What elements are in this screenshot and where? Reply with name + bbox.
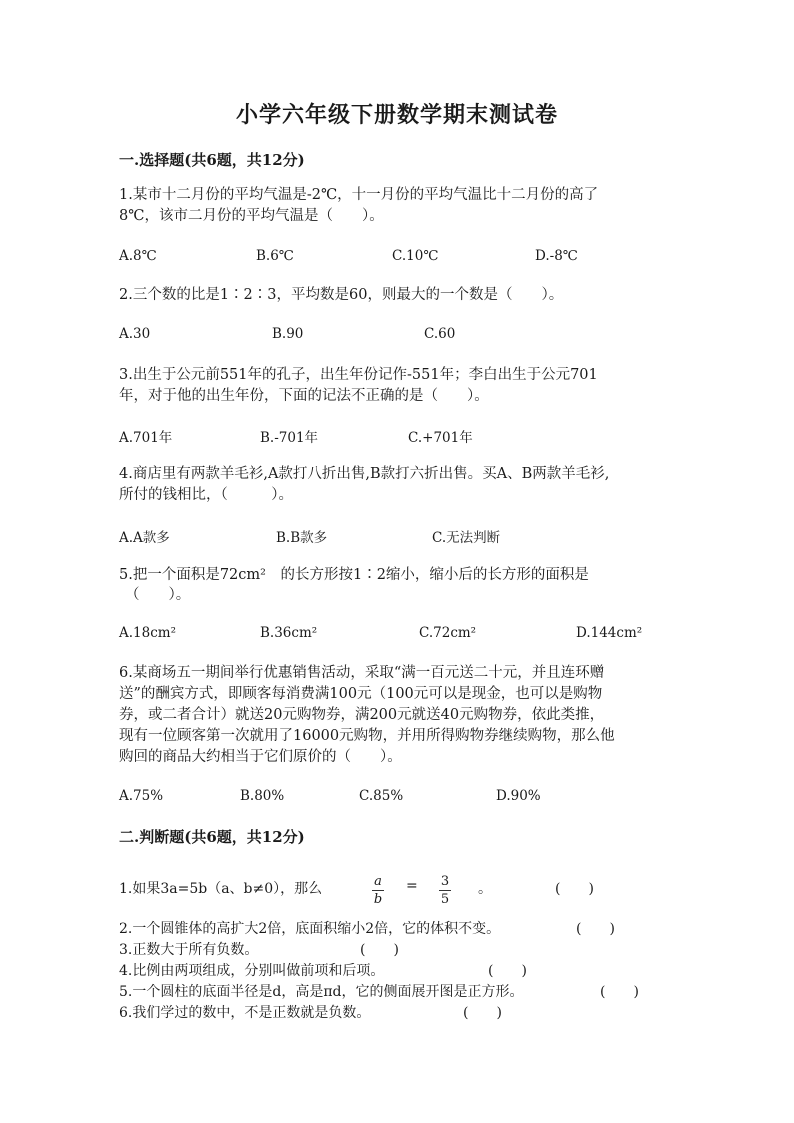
question-2-option-c: C.60 <box>424 326 456 342</box>
question-5-line-2: （ ）。 <box>125 587 191 603</box>
question-6-line-4: 现有一位顾客第一次就用了16000元购物，并用所得购物券继续购物，那么他 <box>119 728 615 744</box>
fraction-bar <box>372 890 384 891</box>
question-5-option-d: D.144cm² <box>576 625 643 641</box>
question-6-line-1: 6.某商场五一期间举行优惠销售活动，采取“满一百元送二十元，并且连环赠 <box>119 665 605 681</box>
question-1-line-1: 1.某市十二月份的平均气温是-2℃，十一月份的平均气温比十二月份的高了 <box>119 187 599 203</box>
judgment-2-answer-paren: ( ) <box>576 921 615 937</box>
fraction-numerator: 3 <box>440 874 450 889</box>
question-3-option-a: A.701年 <box>119 430 173 446</box>
question-1-option-c: C.10℃ <box>392 248 439 264</box>
question-6-line-3: 券，或二者合计）就送20元购物券，满200元就送40元购物券，依此类推， <box>119 707 605 723</box>
question-6-option-c: C.85% <box>359 788 404 804</box>
question-6-option-b: B.80% <box>240 788 285 804</box>
fraction-denominator: b <box>373 892 383 907</box>
section-heading-judgment: 二.判断题(共6题，共12分) <box>119 828 305 846</box>
question-2-option-b: B.90 <box>272 326 304 342</box>
question-1-option-d: D.-8℃ <box>535 248 578 264</box>
fraction-a-over-b <box>372 874 384 907</box>
question-4-option-c: C.无法判断 <box>432 530 501 546</box>
fraction-bar <box>439 890 451 891</box>
question-6-option-d: D.90% <box>496 788 541 804</box>
question-5-option-a: A.18cm² <box>119 625 176 641</box>
fraction-denominator: 5 <box>440 892 450 907</box>
judgment-3-text: 3.正数大于所有负数。 <box>119 942 259 958</box>
question-3-option-b: B.-701年 <box>260 430 319 446</box>
judgment-6-answer-paren: ( ) <box>463 1005 502 1021</box>
question-2-line-1: 2.三个数的比是1∶2∶3，平均数是60，则最大的一个数是（ ）。 <box>119 287 564 303</box>
question-4-option-b: B.B款多 <box>276 530 328 546</box>
judgment-4-text: 4.比例由两项组成，分别叫做前项和后项。 <box>119 963 385 979</box>
question-3-line-1: 3.出生于公元前551年的孔子，出生年份记作-551年；李白出生于公元701 <box>119 367 598 383</box>
question-3-option-c: C.+701年 <box>408 430 473 446</box>
question-1-option-b: B.6℃ <box>256 248 294 264</box>
question-2-option-a: A.30 <box>119 326 151 342</box>
judgment-3-answer-paren: ( ) <box>360 942 399 958</box>
question-1-option-a: A.8℃ <box>119 248 157 264</box>
question-4-line-2: 所付的钱相比，（ ）。 <box>119 487 293 503</box>
question-6-option-a: A.75% <box>119 788 164 804</box>
question-4-line-1: 4.商店里有两款羊毛衫,A款打八折出售,B款打六折出售。买A、B两款羊毛衫, <box>119 466 610 482</box>
judgment-1-answer-paren: ( ) <box>555 881 594 897</box>
judgment-2-text: 2.一个圆锥体的高扩大2倍，底面积缩小2倍，它的体积不变。 <box>119 921 501 937</box>
judgment-5-text: 5.一个圆柱的底面半径是d，高是πd，它的侧面展开图是正方形。 <box>119 984 524 1000</box>
judgment-1-text: 1.如果3a=5b（a、b≠0），那么 <box>119 881 323 897</box>
fraction-three-fifths <box>439 874 451 907</box>
question-3-line-2: 年，对于他的出生年份，下面的记法不正确的是（ ）。 <box>119 388 489 404</box>
judgment-6-text: 6.我们学过的数中，不是正数就是负数。 <box>119 1005 371 1021</box>
question-4-option-a: A.A款多 <box>119 530 170 546</box>
judgment-5-answer-paren: ( ) <box>600 984 639 1000</box>
page-title: 小学六年级下册数学期末测试卷 <box>235 102 558 128</box>
question-1-line-2: 8℃，该市二月份的平均气温是（ ）。 <box>119 208 384 224</box>
fraction-numerator: a <box>374 874 382 889</box>
equals-sign: = <box>406 878 418 894</box>
question-5-option-b: B.36cm² <box>260 625 318 641</box>
section-heading-choice: 一.选择题(共6题，共12分) <box>119 151 305 169</box>
question-6-line-2: 送”的酬宾方式，即顾客每消费满100元（100元可以是现金，也可以是购物 <box>119 686 603 702</box>
question-5-option-c: C.72cm² <box>419 625 477 641</box>
judgment-1-end: 。 <box>478 881 492 897</box>
question-6-line-5: 购回的商品大约相当于它们原价的（ ）。 <box>119 749 402 765</box>
judgment-4-answer-paren: ( ) <box>488 963 527 979</box>
question-5-line-1: 5.把一个面积是72cm² 的长方形按1∶2缩小，缩小后的长方形的面积是 <box>119 567 589 583</box>
